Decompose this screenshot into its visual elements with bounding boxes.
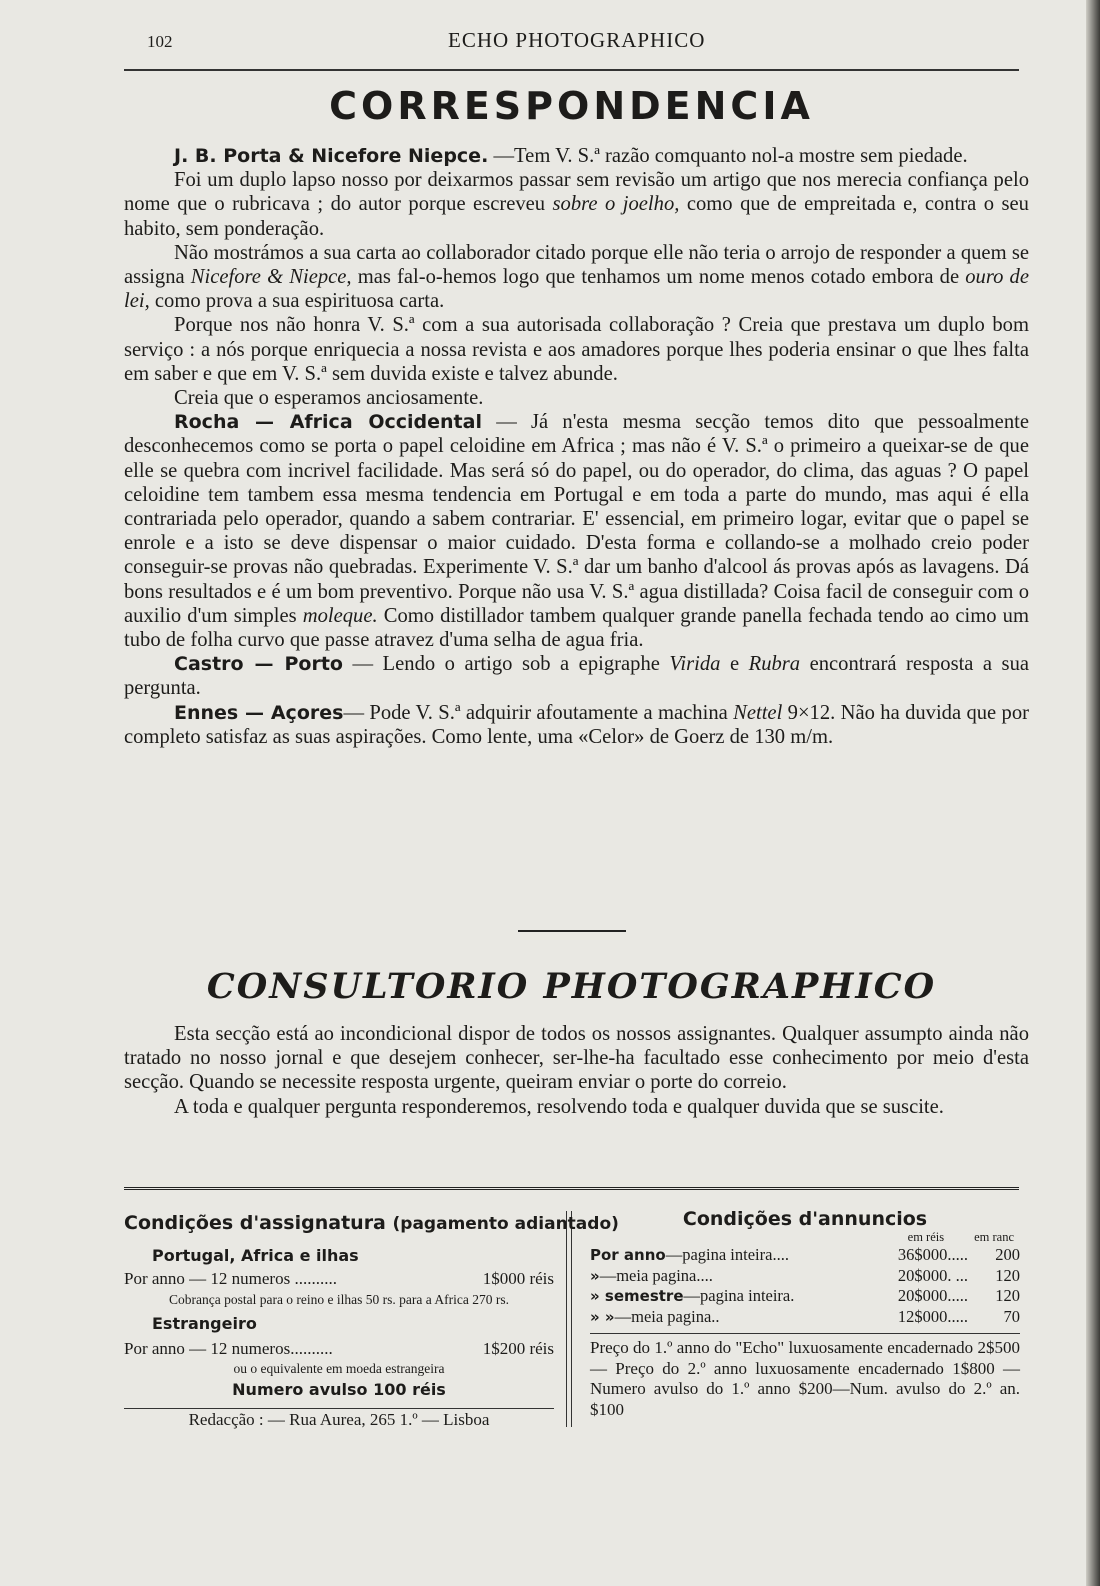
price-francos: 70	[1003, 1306, 1020, 1326]
italic-text: Nettel	[733, 701, 783, 724]
row-size: —meia pagina..	[614, 1306, 720, 1326]
text: mas fal-o-hemos logo que tenhamos um nome menos cotado embora de	[351, 266, 966, 289]
annuncios-box	[590, 1208, 1020, 1420]
cobranca-note: Cobrança postal para o reino e ilhas 50 rs. para a Africa 270 rs.	[168, 1292, 509, 1307]
consultorio-body	[124, 1022, 1029, 1119]
annuncios-table	[590, 1245, 1020, 1327]
row-period: » semestre	[590, 1287, 684, 1305]
row-period: » »	[590, 1307, 615, 1326]
row-label	[590, 1286, 794, 1307]
reply-text: Como distillador tambem qualquer grande panella fechada tendo ao cimo um tubo de folha curvo que passe atravez d'uma selha de agua fria.	[124, 604, 1029, 652]
italic-text: moleque.	[302, 604, 378, 627]
paragraph-rocha	[124, 410, 1029, 652]
row-size: —meia pagina....	[599, 1265, 713, 1285]
header-rule	[124, 69, 1019, 71]
paragraph: Esta secção está ao incondicional dispor de todos os nossos assignantes. Qualquer assumpto ainda não tratado no nosso jornal e que desejem conhecer, ser-lhe-ha facultado esse conhecimento por meio d'esta secção. Quando se necessite resposta urgente, queiram enviar o porte do correio.	[124, 1023, 1029, 1094]
paragraph: A toda e qualquer pergunta responderemos, resolvendo toda e qualquer duvida que se suscite.	[174, 1095, 944, 1118]
title-paren: (pagamento adiantado)	[392, 1214, 619, 1234]
title-text: Condições d'assignatura	[124, 1212, 386, 1234]
row-period: »	[590, 1266, 600, 1285]
italic-text: Virida	[669, 653, 721, 676]
row-price: 1$000 réis	[482, 1269, 554, 1288]
annuncios-title: Condições d'annuncios	[682, 1208, 928, 1230]
estrangeiro-heading: Estrangeiro	[152, 1314, 257, 1333]
addressee-castro: Castro — Porto	[174, 653, 343, 676]
reply-text: e	[720, 653, 749, 676]
addressee-rocha: Rocha — Africa Occidental	[174, 411, 482, 434]
text: Foi um duplo lapso nosso por deixarmos passar sem revisão um artigo que nos merecia confiança pelo nome que o rubricava ; do autor porque escreveu	[124, 169, 1029, 216]
row-price: 1$200 réis	[482, 1339, 554, 1358]
section-separator	[518, 930, 626, 932]
price-reis: 12$000.....	[897, 1306, 968, 1326]
reply-text: 9×12. Não ha duvida que por completo satisfaz as suas aspirações. Como lente, uma «Celor» de Goerz de 130 m/m.	[124, 701, 1029, 748]
section-title-correspondencia: CORRESPONDENCIA	[329, 84, 814, 128]
assignatura-title	[124, 1212, 619, 1234]
annuncios-rule	[590, 1333, 1020, 1334]
italic-text: Nicefore & Niepce,	[190, 266, 352, 289]
italic-text: sobre o joelho,	[552, 193, 680, 216]
address-rule	[124, 1408, 554, 1409]
reply-text: — Pode V. S.ª adquirir afoutamente a machina	[343, 701, 734, 724]
assignatura-box	[124, 1212, 619, 1399]
preco-note: Preço do 1.º anno do "Echo" luxuosamente encadernado 2$500 — Preço do 2.º anno luxuosamente encadernado 1$800 — Numero avulso do 1.º anno $200—Num. avulso do 2.º an. $100	[590, 1338, 1020, 1419]
reply-text: —Tem V. S.ª razão comquanto nol-a mostre sem piedade.	[488, 145, 968, 167]
reply-text: — Já n'esta mesma secção temos dito que pessoalmente desconhecemos como se porta o papel celoidine em Africa ; mas não é V. S.ª o primeiro a queixar-se de que elle se quebra com incrivel facilidade. Mas será só do papel, ou do operador, do clima, das aguas ? O papel celoidine tem tambem essa mesma tendencia em Portugal e em toda a parte do mundo, mas aqui é ella contrariada pelo operador, quando a sabem contrariar. E' essencial, em primeiro logar, evitar que o papel se enrole e a isto se deve dispensar o maior cuidado. D'esta forma e collando-se a molhado creio poder conseguir-se provas não quebradas. Experimente V. S.ª dar um banho d'alcool ás provas após as lavagens. Dá bons resultados e é um bom preventivo. Porque não usa V. S.ª agua distillada? Coisa facil de conseguir com o auxilio d'um simples	[124, 411, 1029, 627]
paragraph: Porque nos não honra V. S.ª com a sua autorisada collaboração ? Creia que prestava um duplo bom serviço : a nós porque enriquecia a nossa revista e aos amadores porque lhes poderia ensinar o que lhes falta em saber e que em V. S.ª sem duvida existe e talvez abunde.	[124, 314, 1029, 385]
paragraph-ennes	[124, 701, 1029, 749]
price-reis: 36$000.....	[897, 1245, 968, 1264]
row-label: Por anno — 12 numeros ..........	[124, 1269, 337, 1288]
row-label	[590, 1245, 789, 1266]
numero-avulso: Numero avulso 100 réis	[232, 1380, 446, 1399]
column-header-reis: em réis	[907, 1230, 945, 1244]
paragraph: Creia que o esperamos anciosamente.	[174, 387, 484, 410]
price-reis: 20$000.....	[897, 1286, 968, 1305]
column-divider	[566, 1211, 572, 1427]
book-spine-shadow	[1086, 0, 1100, 1586]
running-title: ECHO PHOTOGRAPHICO	[448, 28, 706, 52]
portugal-heading: Portugal, Africa e ilhas	[152, 1246, 359, 1265]
price-francos: 200	[995, 1245, 1020, 1264]
paragraph-castro	[124, 652, 1029, 700]
price-reis: 20$000. ...	[897, 1265, 968, 1285]
price-francos: 120	[995, 1286, 1020, 1305]
annuncios-row	[590, 1307, 1020, 1328]
annuncios-row	[590, 1266, 1020, 1287]
text: como prova a sua espirituosa carta.	[149, 290, 445, 313]
annuncios-row	[590, 1286, 1020, 1307]
paragraph-porta-niepce	[124, 144, 1029, 168]
text: Não mostrámos a sua carta ao collaborador citado porque elle não teria o arrojo de responder a quem se assigna	[124, 241, 1029, 289]
reply-text: encontrará resposta a sua pergunta.	[124, 653, 1030, 700]
section-title-consultorio: CONSULTORIO PHOTOGRAPHICO	[206, 966, 937, 1007]
paragraph	[124, 241, 1029, 314]
row-label: Por anno — 12 numeros..........	[124, 1339, 333, 1358]
row-label	[590, 1266, 713, 1287]
row-size: —pagina inteira.	[683, 1286, 795, 1305]
text: como que de empreitada e, contra o seu habito, sem ponderação.	[124, 193, 1029, 240]
estrangeiro-row	[124, 1339, 554, 1359]
correspondencia-body	[124, 144, 1029, 749]
page-number: 102	[147, 32, 173, 51]
equivalente-note: ou o equivalente em moeda estrangeira	[233, 1361, 445, 1376]
portugal-row	[124, 1269, 554, 1289]
annuncios-row	[590, 1245, 1020, 1266]
column-header-francos: em ranc	[974, 1230, 1014, 1244]
italic-text: Rubra	[748, 653, 801, 676]
annuncios-column-headers	[590, 1230, 1020, 1245]
addressee-porta-niepce: J. B. Porta & Nicefore Niepce.	[174, 145, 489, 167]
double-rule	[124, 1187, 1019, 1190]
row-size: —pagina inteira....	[665, 1245, 789, 1264]
row-label	[590, 1307, 720, 1328]
addressee-ennes: Ennes — Açores	[174, 701, 344, 724]
paragraph	[124, 168, 1029, 241]
reply-text: — Lendo o artigo sob a epigraphe	[342, 653, 670, 676]
price-francos: 120	[995, 1265, 1020, 1285]
row-period: Por anno	[590, 1246, 666, 1264]
redaccao-address: Redacção : — Rua Aurea, 265 1.º — Lisboa	[188, 1410, 490, 1429]
italic-text: ouro de lei,	[124, 266, 1029, 313]
